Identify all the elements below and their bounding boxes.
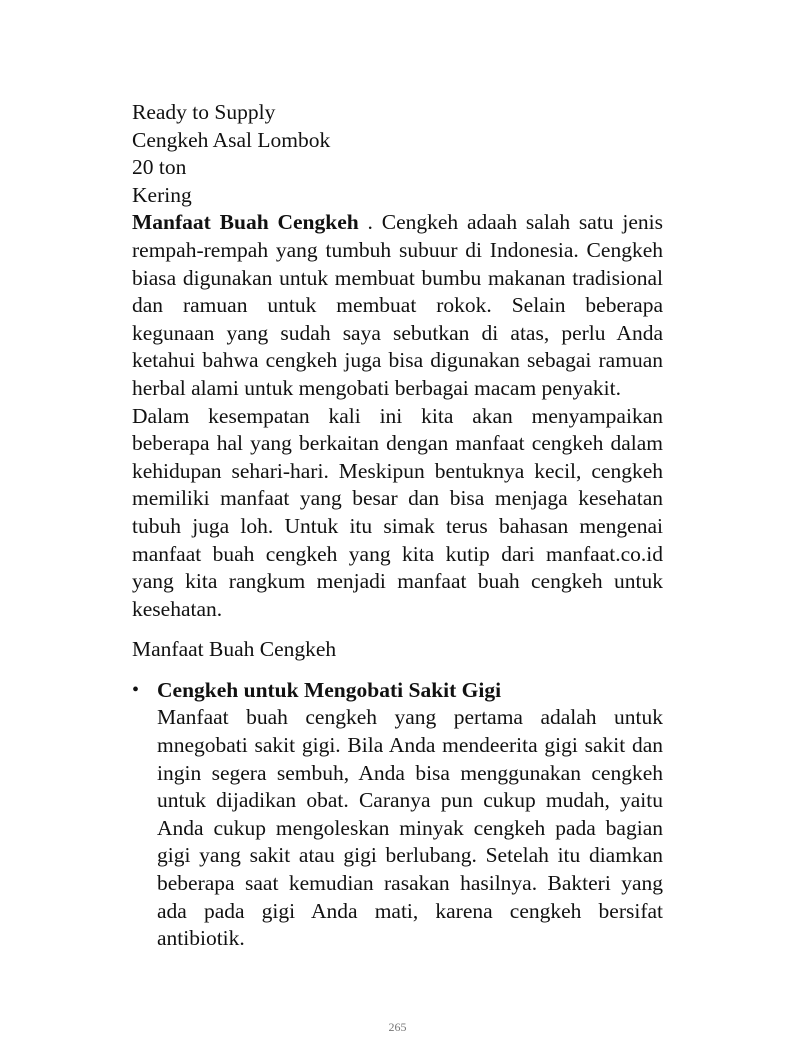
bullet-marker: • <box>132 678 140 701</box>
header-line-origin: Cengkeh Asal Lombok <box>132 127 331 152</box>
page-number: 265 <box>388 1020 407 1034</box>
header-line-quantity: 20 ton <box>132 155 187 180</box>
intro-bold-lead: Manfaat Buah Cengkeh <box>132 210 359 235</box>
body-paragraph: Dalam kesempatan kali ini kita akan menyampaikan beberapa hal yang berkaitan dengan manfaat cengkeh dalam kehidupan sehari-hari. Meskipun bentuknya kecil, cengkeh memiliki manfaat yang besar dan bisa menjaga kesehatan tubuh juga loh. Untuk itu simak terus bahasan mengenai manfaat buah cengkeh yang kita kutip dari manfaat.co.id yang kita rangkum menjadi manfaat buah cengkeh untuk kesehatan. <box>132 403 663 621</box>
intro-text: . Cengkeh adaah salah satu jenis rempah-rempah yang tumbuh subuur di Indonesia. Cengkeh biasa digunakan untuk membuat bumbu makanan tradisional dan ramuan untuk membuat rokok. Selain beberapa kegunaan yang sudah saya sebutkan di atas, perlu Anda ketahui bahwa cengkeh juga bisa digunakan sebagai ramuan herbal alami untuk mengobati berbagai macam penyakit. <box>132 210 663 400</box>
bullet-item <box>132 677 663 953</box>
document-page <box>132 99 663 953</box>
bullet-title: Cengkeh untuk Mengobati Sakit Gigi <box>157 677 502 702</box>
header-line-supply: Ready to Supply <box>132 100 276 124</box>
section-heading: Manfaat Buah Cengkeh <box>132 637 337 662</box>
intro-paragraph <box>132 209 663 402</box>
header-line-condition: Kering <box>132 182 192 207</box>
bullet-text: Manfaat buah cengkeh yang pertama adalah untuk mnegobati sakit gigi. Bila Anda mendeerita gigi sakit dan ingin segera sembuh, Anda bisa menggunakan cengkeh untuk dijadikan obat. Caranya pun cukup mudah, yaitu Anda cukup mengoleskan minyak cengkeh pada bagian gigi yang sakit atau gigi berlubang. Setelah itu diamkan beberapa saat kemudian rasakan hasilnya. Bakteri yang ada pada gigi Anda mati, karena cengkeh bersifat antibiotik. <box>157 705 663 951</box>
